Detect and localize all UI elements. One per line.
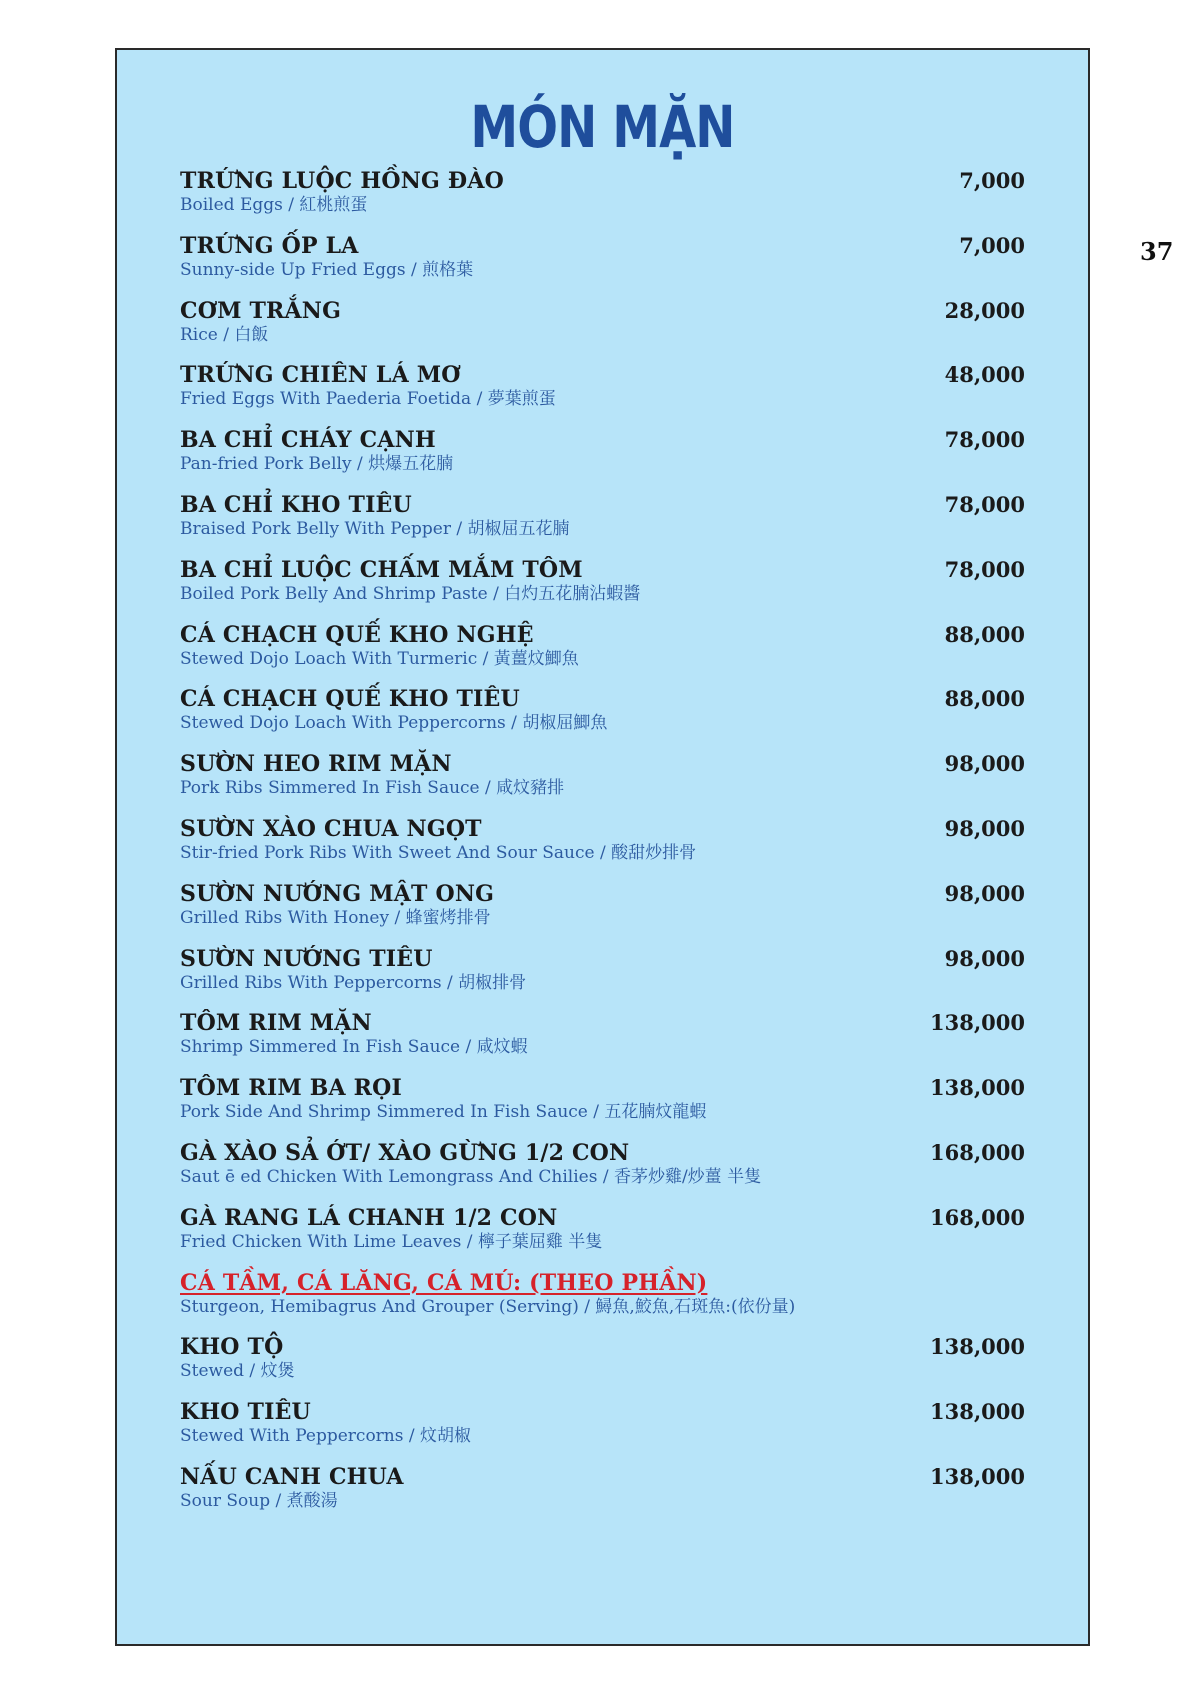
item-description: Pork Ribs Simmered In Fish Sauce / 咸炆豬排 [180,778,565,799]
item-description: Pork Side And Shrimp Simmered In Fish Sauce / 五花腩炆龍蝦 [180,1102,707,1123]
item-description: Stewed With Peppercorns / 炆胡椒 [180,1426,472,1447]
item-description: Grilled Ribs With Honey / 蜂蜜烤排骨 [180,907,491,928]
item-description: Shrimp Simmered In Fish Sauce / 咸炆蝦 [180,1037,528,1058]
section-heading: CÁ TẦM, CÁ LĂNG, CÁ MÚ: (THEO PHẦN) [180,1269,708,1296]
menu-list [180,168,1025,1529]
menu-item [180,1334,1025,1399]
item-price: 138,000 [930,1010,1025,1036]
menu-panel [115,48,1090,1646]
menu-item [180,686,1025,751]
item-name: SƯỜN NƯỚNG MẬT ONG [180,880,495,907]
item-description: Boiled Pork Belly And Shrimp Paste / 白灼五花腩沾蝦醬 [180,583,641,604]
item-description: Pan-fried Pork Belly / 烘爆五花腩 [180,454,454,475]
item-price: 48,000 [944,362,1025,388]
menu-item [180,751,1025,816]
item-description: Sour Soup / 煮酸湯 [180,1490,338,1511]
item-name: TRỨNG ỐP LA [180,232,359,259]
item-name: KHO TIÊU [180,1399,311,1426]
page-number: 37 [1140,237,1174,266]
item-name: GÀ XÀO SẢ ỚT/ XÀO GỪNG 1/2 CON [180,1139,630,1166]
item-price: 168,000 [930,1139,1025,1165]
menu-item [180,492,1025,557]
item-name: CƠM TRẮNG [180,297,342,324]
item-description: Grilled Ribs With Peppercorns / 胡椒排骨 [180,972,527,993]
item-name: SƯỜN XÀO CHUA NGỌT [180,815,482,842]
item-description: Fried Chicken With Lime Leaves / 檸子葉屈雞 半隻 [180,1231,603,1252]
menu-item [180,1464,1025,1529]
menu-item [180,946,1025,1011]
item-description: Stir-fried Pork Ribs With Sweet And Sour Sauce / 酸甜炒排骨 [180,842,697,863]
item-price: 98,000 [944,815,1025,841]
menu-item [180,233,1025,298]
item-name: BA CHỈ CHÁY CẠNH [180,427,436,454]
item-name: BA CHỈ LUỘC CHẤM MẮM TÔM [180,556,583,583]
menu-item [180,1010,1025,1075]
menu-item [180,427,1025,492]
item-price: 168,000 [930,1204,1025,1230]
menu-item [180,1205,1025,1270]
item-name: TÔM RIM BA RỌI [180,1075,402,1102]
item-name: CÁ CHẠCH QUẾ KHO TIÊU [180,686,520,713]
item-price: 78,000 [944,491,1025,517]
item-description: Boiled Eggs / 紅桃煎蛋 [180,195,368,215]
item-description: Stewed Dojo Loach With Peppercorns / 胡椒屈鯽魚 [180,713,608,734]
menu-item [180,1075,1025,1140]
item-description: Saut ē ed Chicken With Lemongrass And Chilies / 香茅炒雞/炒薑 半隻 [180,1166,762,1187]
item-description: Stewed / 炆煲 [180,1361,295,1382]
item-description: Fried Eggs With Paederia Foetida / 夢葉煎蛋 [180,389,556,410]
item-name: TRỨNG LUỘC HỒNG ĐÀO [180,168,504,194]
item-name: TRỨNG CHIÊN LÁ MƠ [180,362,461,389]
item-price: 98,000 [944,945,1025,971]
item-name: BA CHỈ KHO TIÊU [180,491,412,518]
menu-item [180,168,1025,233]
item-name: SƯỜN HEO RIM MẶN [180,751,452,778]
item-price: 98,000 [944,880,1025,906]
item-price: 28,000 [944,297,1025,323]
menu-item [180,881,1025,946]
item-description: Rice / 白飯 [180,324,269,345]
item-description: Stewed Dojo Loach With Turmeric / 黃薑炆鯽魚 [180,648,579,669]
item-price: 7,000 [959,232,1025,258]
menu-item [180,1270,1025,1335]
item-name: NẤU CANH CHUA [180,1463,404,1490]
item-price: 88,000 [944,621,1025,647]
item-price: 78,000 [944,556,1025,582]
menu-item [180,557,1025,622]
item-price: 88,000 [944,686,1025,712]
item-price: 138,000 [930,1075,1025,1101]
item-name: TÔM RIM MẶN [180,1010,372,1037]
item-description: Braised Pork Belly With Pepper / 胡椒屈五花腩 [180,518,570,539]
menu-title: MÓN MẶN [470,93,735,161]
item-name: CÁ CHẠCH QUẾ KHO NGHỆ [180,621,534,648]
item-name: GÀ RANG LÁ CHANH 1/2 CON [180,1204,558,1231]
menu-item [180,298,1025,363]
item-price: 138,000 [930,1399,1025,1425]
item-price: 7,000 [959,168,1025,193]
item-name: SƯỜN NƯỚNG TIÊU [180,945,433,972]
menu-item [180,622,1025,687]
menu-item [180,362,1025,427]
item-price: 78,000 [944,427,1025,453]
menu-item [180,1399,1025,1464]
menu-item [180,1140,1025,1205]
item-price: 138,000 [930,1463,1025,1489]
item-description: Sturgeon, Hemibagrus And Grouper (Serving) / 鱘魚,鮫魚,石斑魚:(依份量) [180,1296,796,1317]
menu-item [180,816,1025,881]
item-description: Sunny-side Up Fried Eggs / 煎格葉 [180,259,474,280]
item-price: 138,000 [930,1334,1025,1360]
item-name: KHO TỘ [180,1334,284,1361]
item-price: 98,000 [944,751,1025,777]
